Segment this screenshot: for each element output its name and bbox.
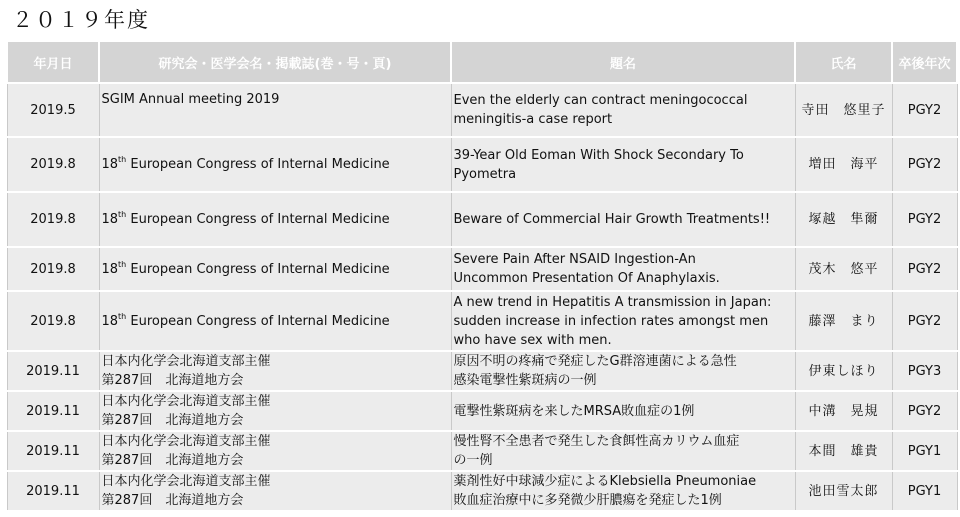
venue-ordinal-number: 18 xyxy=(101,157,119,172)
cell-author: 池田雪太郎 xyxy=(795,471,892,511)
cell-date: 2019.11 xyxy=(7,431,99,471)
header-title: 題名 xyxy=(451,41,795,83)
venue-name: European Congress of Internal Medicine xyxy=(126,212,390,227)
venue-ordinal-suffix: th xyxy=(118,210,127,219)
title-line: 薬剤性好中球減少症によるKlebsiella Pneumoniae xyxy=(453,474,757,489)
table-row xyxy=(7,351,957,391)
table-header-row xyxy=(7,41,957,83)
cell-venue xyxy=(99,83,451,137)
cell-title xyxy=(451,247,795,291)
cell-year: PGY2 xyxy=(892,192,957,247)
cell-venue xyxy=(99,391,451,431)
cell-date: 2019.11 xyxy=(7,351,99,391)
venue-ordinal-suffix: th xyxy=(118,311,127,321)
title-line: の一例 xyxy=(453,453,493,468)
venue-line: 第287回 北海道地方会 xyxy=(101,413,244,428)
cell-title xyxy=(451,192,795,247)
cell-year: PGY3 xyxy=(892,351,957,391)
cell-title xyxy=(451,351,795,391)
cell-date: 2019.5 xyxy=(7,83,99,137)
cell-year: PGY2 xyxy=(892,291,957,351)
title-line: meningitis-a case report xyxy=(453,112,613,127)
cell-title xyxy=(451,471,795,511)
title-line: sudden increase in infection rates amongst men xyxy=(453,313,769,329)
title-line: A new trend in Hepatitis A transmission in Japan: xyxy=(453,294,772,310)
cell-author: 伊東しほり xyxy=(795,351,892,391)
page-title: ２０１９年度 xyxy=(12,8,150,32)
cell-venue xyxy=(99,137,451,192)
cell-year: PGY1 xyxy=(892,431,957,471)
cell-author: 茂木 悠平 xyxy=(795,247,892,291)
title-line: 敗血症治療中に多発微少肝膿瘍を発症した1例 xyxy=(453,493,722,508)
header-author: 氏名 xyxy=(795,41,892,83)
cell-date: 2019.11 xyxy=(7,391,99,431)
header-date: 年月日 xyxy=(7,41,99,83)
title-line: who have sex with men. xyxy=(453,332,612,348)
venue-name: European Congress of Internal Medicine xyxy=(126,157,390,172)
cell-title xyxy=(451,391,795,431)
venue-ordinal-number: 18 xyxy=(101,212,119,227)
venue-ordinal-suffix: th xyxy=(118,259,127,269)
cell-venue xyxy=(99,291,451,351)
cell-venue xyxy=(99,431,451,471)
cell-date: 2019.11 xyxy=(7,471,99,511)
cell-title xyxy=(451,137,795,192)
table-row xyxy=(7,83,957,137)
cell-title xyxy=(451,431,795,471)
venue-line: SGIM Annual meeting 2019 xyxy=(101,92,280,107)
venue-line: 第287回 北海道地方会 xyxy=(101,493,244,508)
cell-author: 寺田 悠里子 xyxy=(795,83,892,137)
title-line: Beware of Commercial Hair Growth Treatments!! xyxy=(453,212,771,227)
venue-line: 第287回 北海道地方会 xyxy=(101,373,244,388)
venue-ordinal-number: 18 xyxy=(101,261,119,277)
table-row xyxy=(7,291,957,351)
title-line: 電撃性紫斑病を来したMRSA敗血症の1例 xyxy=(453,403,695,419)
venue-line: 日本内化学会北海道支部主催 xyxy=(101,394,271,409)
header-year: 卒後年次 xyxy=(892,41,957,83)
cell-venue xyxy=(99,247,451,291)
cell-title xyxy=(451,291,795,351)
cell-year: PGY2 xyxy=(892,247,957,291)
cell-venue xyxy=(99,471,451,511)
cell-author: 藤澤 まり xyxy=(795,291,892,351)
title-line: 原因不明の疼痛で発症したG群溶連菌による急性 xyxy=(453,354,737,369)
venue-line: 第287回 北海道地方会 xyxy=(101,453,244,468)
venue-ordinal-number: 18 xyxy=(101,313,119,329)
venue-name: European Congress of Internal Medicine xyxy=(126,313,390,329)
cell-year: PGY2 xyxy=(892,83,957,137)
table-row xyxy=(7,192,957,247)
cell-year: PGY1 xyxy=(892,471,957,511)
cell-author: 中溝 晃規 xyxy=(795,391,892,431)
venue-line: 日本内化学会北海道支部主催 xyxy=(101,474,271,489)
title-line: 慢性腎不全患者で発生した食餌性高カリウム血症 xyxy=(453,434,740,449)
cell-author: 本間 雄貴 xyxy=(795,431,892,471)
title-line: Uncommon Presentation Of Anaphylaxis. xyxy=(453,271,720,286)
cell-date: 2019.8 xyxy=(7,137,99,192)
cell-date: 2019.8 xyxy=(7,291,99,351)
publications-table xyxy=(6,40,958,512)
venue-name: European Congress of Internal Medicine xyxy=(126,261,390,277)
title-line: Severe Pain After NSAID Ingestion-An xyxy=(453,252,696,267)
cell-title xyxy=(451,83,795,137)
table-row xyxy=(7,431,957,471)
cell-author: 増田 海平 xyxy=(795,137,892,192)
table-row xyxy=(7,471,957,511)
cell-year: PGY2 xyxy=(892,391,957,431)
table-row xyxy=(7,137,957,192)
venue-ordinal-suffix: th xyxy=(118,155,127,164)
title-line: 感染電撃性紫斑病の一例 xyxy=(453,373,597,388)
table-row xyxy=(7,247,957,291)
header-venue: 研究会・医学会名・掲載誌(巻・号・頁) xyxy=(99,41,451,83)
title-line: Pyometra xyxy=(453,166,517,182)
venue-line: 日本内化学会北海道支部主催 xyxy=(101,434,271,449)
cell-venue xyxy=(99,192,451,247)
cell-venue xyxy=(99,351,451,391)
table-row xyxy=(7,391,957,431)
cell-year: PGY2 xyxy=(892,137,957,192)
cell-author: 塚越 隼爾 xyxy=(795,192,892,247)
title-line: Even the elderly can contract meningococcal xyxy=(453,93,748,108)
cell-date: 2019.8 xyxy=(7,247,99,291)
title-line: 39-Year Old Eoman With Shock Secondary To xyxy=(453,147,744,163)
venue-line: 日本内化学会北海道支部主催 xyxy=(101,354,271,369)
cell-date: 2019.8 xyxy=(7,192,99,247)
